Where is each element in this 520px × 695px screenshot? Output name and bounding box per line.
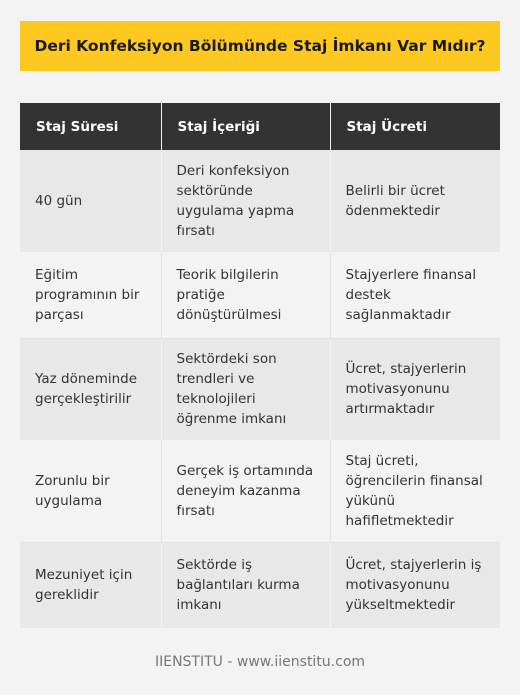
cell-fee: Stajyerlere finansal destek sağlanmaktadır	[330, 252, 500, 338]
cell-duration: Mezuniyet için gereklidir	[20, 542, 161, 628]
cell-duration: 40 gün	[20, 150, 161, 252]
internship-table	[20, 103, 500, 629]
footer-credit: IIENSTITU - www.iienstitu.com	[154, 654, 366, 670]
column-header-content: Staj İçeriği	[161, 103, 330, 150]
cell-fee: Belirli bir ücret ödenmektedir	[330, 150, 500, 252]
table-row	[20, 338, 500, 440]
table-row	[20, 542, 500, 628]
cell-duration: Yaz döneminde gerçekleştirilir	[20, 338, 161, 440]
table-row	[20, 150, 500, 252]
cell-fee: Staj ücreti, öğrencilerin finansal yükünü hafifletmektedir	[330, 440, 500, 542]
table-header-row	[20, 103, 500, 150]
cell-content: Teorik bilgilerin pratiğe dönüştürülmesi	[161, 252, 330, 338]
table-row	[20, 252, 500, 338]
cell-duration: Eğitim programının bir parçası	[20, 252, 161, 338]
cell-content: Sektördeki son trendleri ve teknolojileri öğrenme imkanı	[161, 338, 330, 440]
cell-duration: Zorunlu bir uygulama	[20, 440, 161, 542]
cell-fee: Ücret, stajyerlerin motivasyonunu artırmaktadır	[330, 338, 500, 440]
page-title: Deri Konfeksiyon Bölümünde Staj İmkanı Var Mıdır?	[20, 21, 500, 71]
cell-content: Gerçek iş ortamında deneyim kazanma fırsatı	[161, 440, 330, 542]
column-header-fee: Staj Ücreti	[330, 103, 500, 150]
cell-content: Deri konfeksiyon sektöründe uygulama yapma fırsatı	[161, 150, 330, 252]
cell-fee: Ücret, stajyerlerin iş motivasyonunu yükseltmektedir	[330, 542, 500, 628]
table-row	[20, 440, 500, 542]
column-header-duration: Staj Süresi	[20, 103, 161, 150]
cell-content: Sektörde iş bağlantıları kurma imkanı	[161, 542, 330, 628]
